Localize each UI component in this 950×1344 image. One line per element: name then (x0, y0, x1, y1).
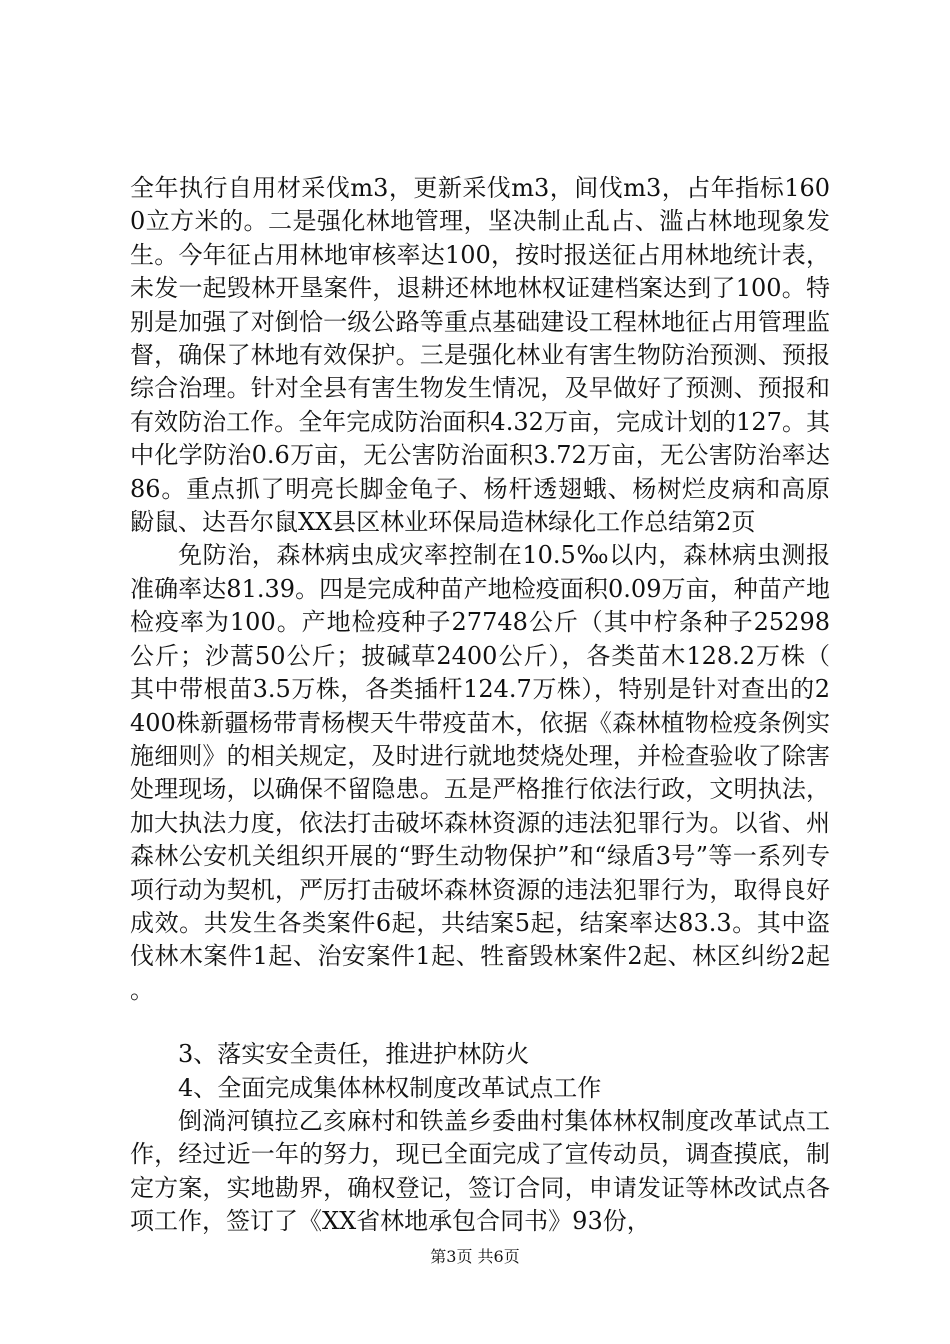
paragraph-pest-control: 免防治，森林病虫成灾率控制在10.5‰以内，森林病虫测报准确率达81.39。四是完成种苗产地检疫面积0.09万亩，种苗产地检疫率为100。产地检疫种子27748公斤（其中柠条种子25298公斤；沙蒿50公斤；披碱草2400公斤），各类苗木128.2万株（其中带根苗3.5万株，各类插杆124.7万株），特别是针对查出的2400株新疆杨带青杨楔天牛带疫苗木，依据《森林植物检疫条例实施细则》的相关规定，及时进行就地焚烧处理，并检查验收了除害处理现场，以确保不留隐患。五是严格推行依法行政，文明执法，加大执法力度，依法打击破坏森林资源的违法犯罪行为。以省、州森林公安机关组织开展的“野生动物保护”和“绿盾3号”等一系列专项行动为契机，严厉打击破坏森林资源的违法犯罪行为，取得良好成效。共发生各类案件6起，共结案5起，结案率达83.3。其中盗伐林木案件1起、治安案件1起、牲畜毁林案件2起、林区纠纷2起。 (130, 541, 830, 1004)
page-number-footer: 第3页 共6页 (430, 1247, 520, 1266)
paragraph-tenure-reform-details: 倒淌河镇拉乙亥麻村和铁盖乡委曲村集体林权制度改革试点工作，经过近一年的努力，现已全面完成了宣传动员，调查摸底，制定方案，实地勘界，确权登记，签订合同，申请发证等林改试点各项工作，签订了《XX省林地承包合同书》93份， (130, 1106, 830, 1236)
section-heading-fire-prevention: 3、落实安全责任，推进护林防火 (178, 1040, 530, 1069)
document-body (130, 172, 830, 1239)
section-heading-forest-tenure-reform: 4、全面完成集体林权制度改革试点工作 (178, 1073, 602, 1102)
paragraph-forest-management: 全年执行自用材采伐m3，更新采伐m3，间伐m3，占年指标1600立方米的。二是强化林地管理，坚决制止乱占、滥占林地现象发生。今年征占用林地审核率达100，按时报送征占用林地统计表，未发一起毁林开垦案件，退耕还林地林权证建档案达到了100。特别是加强了对倒恰一级公路等重点基础建设工程林地征占用管理监督，确保了林地有效保护。三是强化林业有害生物防治预测、预报综合治理。针对全县有害生物发生情况，及早做好了预测、预报和有效防治工作。全年完成防治面积4.32万亩，完成计划的127。其中化学防治0.6万亩，无公害防治面积3.72万亩，无公害防治率达86。重点抓了明亮长脚金龟子、杨杆透翅蛾、杨树烂皮病和高原鼢鼠、达吾尔鼠XX县区林业环保局造林绿化工作总结第2页 (130, 174, 830, 537)
